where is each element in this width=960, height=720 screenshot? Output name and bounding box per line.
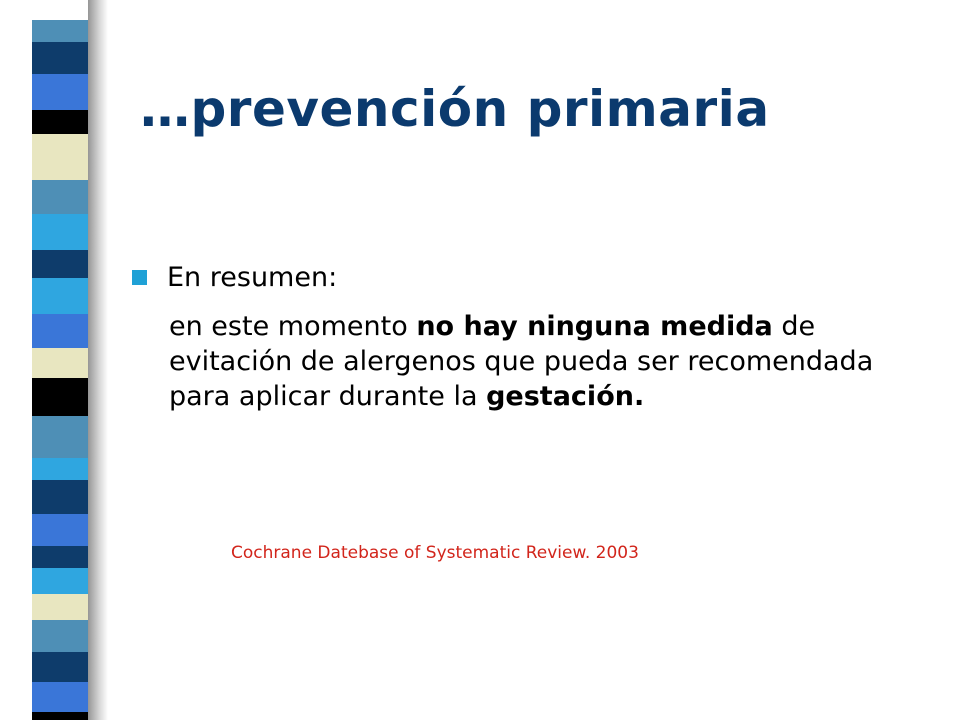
strip-block xyxy=(32,42,88,74)
strip-block xyxy=(32,20,88,42)
strip-block xyxy=(32,458,88,480)
citation: Cochrane Datebase of Systematic Review. 2003 xyxy=(231,543,639,563)
strip-block xyxy=(32,180,88,214)
body-text-1: en este momento xyxy=(169,311,417,342)
strip-block xyxy=(32,682,88,712)
strip-block xyxy=(32,110,88,134)
strip-block xyxy=(32,348,88,378)
strip-block xyxy=(32,250,88,278)
bullet-body xyxy=(169,309,899,414)
strip-block xyxy=(32,214,88,250)
strip-block xyxy=(32,314,88,348)
bullet-heading: En resumen: xyxy=(167,262,338,293)
strip-block xyxy=(32,134,88,180)
body-text-2: de evitación de alergenos que pueda ser recomendada para aplicar durante la xyxy=(169,311,874,412)
bullet-list xyxy=(132,262,922,414)
body-emphasis-1: no hay ninguna medida xyxy=(416,311,773,342)
strip-block xyxy=(32,546,88,568)
square-bullet-icon xyxy=(132,270,147,285)
strip-block xyxy=(32,568,88,594)
strip-block xyxy=(32,712,88,720)
bullet-item xyxy=(132,262,922,293)
body-emphasis-2: gestación. xyxy=(486,381,645,412)
decorative-strip-shadow xyxy=(86,0,108,720)
strip-block xyxy=(32,0,88,20)
slide-title: …prevención primaria xyxy=(140,80,770,138)
strip-block xyxy=(32,480,88,514)
decorative-strip xyxy=(32,0,88,720)
strip-block xyxy=(32,514,88,546)
strip-block xyxy=(32,594,88,620)
strip-block xyxy=(32,378,88,416)
strip-block xyxy=(32,416,88,458)
strip-block xyxy=(32,652,88,682)
strip-block xyxy=(32,278,88,314)
strip-block xyxy=(32,620,88,652)
strip-block xyxy=(32,74,88,110)
